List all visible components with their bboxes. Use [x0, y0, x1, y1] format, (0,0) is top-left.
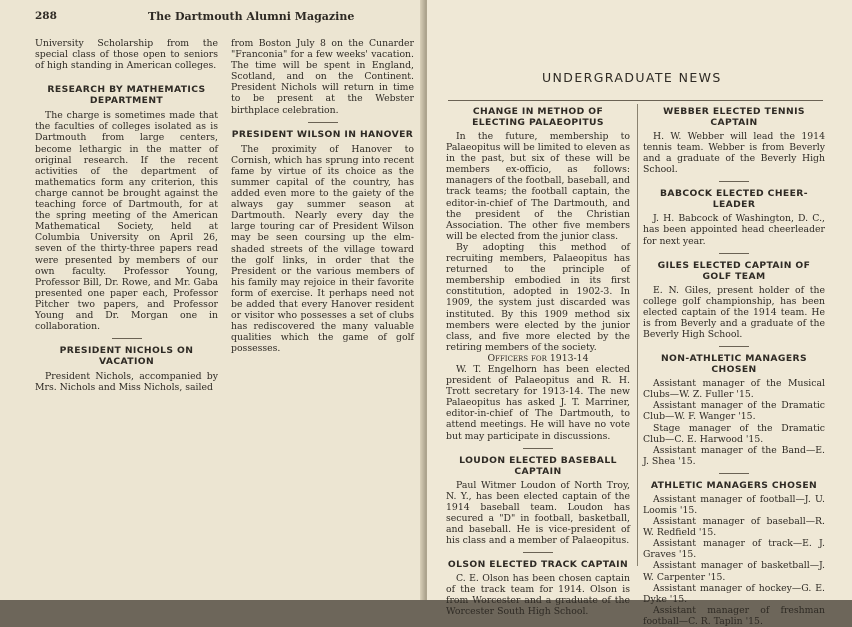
golf-heading: GILES ELECTED CAPTAIN OF GOLF TEAM — [657, 259, 811, 282]
palaeopitus-paragraph-1: In the future, membership to Palaeopitus will be limited to eleven as in the past, but six of these will be members ex-officio, as follows: managers of the football, baseball, and track teams; the football captain, the editor-in-chief of The Dartmouth, and the president of the Christian Association. The other five members will be elected from the junior class. — [446, 131, 631, 242]
track-body: C. E. Olson has been chosen captain of the track team for 1914. Olson is from Worcester and a graduate of the Worcester South High School. — [446, 573, 630, 618]
left-column-1 — [35, 38, 218, 393]
officers-body: W. T. Engelhorn has been elected president of Palaeopitus and R. H. Trott secretary for 1913-14. The new Palaeopitus has asked J. T. Marriner, editor-in-chief of The Dartmouth, to attend meetings. He will have no vote but may participate in discussions. — [446, 363, 630, 442]
nichols-heading: PRESIDENT NICHOLS ON VACATION — [59, 345, 194, 368]
section-title: UNDERGRADUATE NEWS — [542, 70, 722, 85]
intro-paragraph: University Scholarship from the special class of those open to seniors of high standing in American colleges. — [35, 38, 218, 72]
athletic-heading: ATHLETIC MANAGERS CHOSEN — [650, 479, 818, 491]
non-athletic-heading: NON-ATHLETIC MANAGERS CHOSEN — [660, 353, 808, 376]
baseball-body: Paul Witmer Loudon of North Troy, N. Y., has been elected captain of the 1914 baseball team. Loudon has secured a "D" in football, basketball, and baseball. He is vice-president of his class and a member of Palaeopitus. — [446, 479, 630, 547]
divider — [308, 122, 338, 123]
divider — [523, 448, 553, 449]
non-athletic-item: Assistant manager of the Musical Clubs—W. Z. Fuller '15. — [643, 378, 825, 401]
right-column-2 — [643, 106, 825, 627]
divider — [719, 181, 749, 182]
magazine-title: The Dartmouth Alumni Magazine — [148, 10, 355, 23]
research-body: The charge is sometimes made that the faculties of colleges isolated as is Dartmouth from large centers, become lethargic in the matter of original research. If the recent activities of the department of mathematics form any criterion, this charge cannot be brought against the teaching force of Dartmouth, for at the spring meeting of the American Mathematical Society, held at Columbia University on April 26, seven of the thirty-three papers read were presented by members of our own faculty. Professor Young, Professor Bill, Dr. Rowe, and Mr. Gaba presented one paper each, Professor Pitcher two papers, and Professor Young and Dr. Morgan one in collaboration. — [35, 110, 218, 333]
non-athletic-item: Stage manager of the Dramatic Club—C. E. Harwood '15. — [643, 422, 825, 445]
athletic-item: Assistant manager of baseball—R. W. Redfield '15. — [643, 516, 825, 539]
divider — [719, 346, 749, 347]
non-athletic-item: Assistant manager of the Band—E. J. Shea '15. — [643, 444, 825, 467]
golf-body: E. N. Giles, present holder of the college golf championship, has been elected captain of the 1914 team. He is from Beverly and a graduate of the Beverly High School. — [643, 284, 825, 341]
cheer-heading: BABCOCK ELECTED CHEER-LEADER — [660, 188, 808, 211]
officers-heading: Officers for 1913-14 — [487, 352, 589, 364]
left-column-2 — [231, 38, 414, 354]
column-rule — [637, 104, 638, 566]
cheer-body: J. H. Babcock of Washington, D. C., has been appointed head cheerleader for next year. — [643, 213, 825, 247]
nichols-body: President Nichols, accompanied by Mrs. Nichols and Miss Nichols, sailed — [35, 371, 218, 394]
tennis-heading: WEBBER ELECTED TENNIS CAPTAIN — [663, 106, 805, 128]
palaeopitus-heading: CHANGE IN METHOD OF ELECTING PALAEOPITUS — [472, 106, 604, 128]
wilson-heading: PRESIDENT WILSON IN HANOVER — [231, 128, 414, 140]
divider — [719, 473, 749, 474]
non-athletic-item: Assistant manager of the Dramatic Club—W. F. Wanger '15. — [643, 400, 825, 423]
athletic-item: Assistant manager of football—J. U. Loomis '15. — [643, 493, 825, 516]
divider — [719, 253, 749, 254]
left-page — [0, 0, 424, 600]
athletic-item: Assistant manager of freshman football—C. R. Taplin '15. — [643, 604, 825, 627]
track-heading: OLSON ELECTED TRACK CAPTAIN — [447, 559, 629, 571]
divider — [112, 338, 142, 339]
section-rule — [448, 100, 823, 101]
wilson-body: The proximity of Hanover to Cornish, which has sprung into recent fame by virtue of its choice as the summer capital of the country, has added even more to the gaiety of the always gay summer season at Dartmouth. Nearly every day the large touring car of President Wilson may be seen coursing up the elm-shaded streets of the village toward the golf links, in order that the President or the various members of his family may rejoice in their favorite form of exercise. It perhaps need not be added that every Hanover resident or visitor who possesses a set of clubs has rediscovered the many valuable qualities which the game of golf possesses. — [231, 143, 414, 355]
palaeopitus-paragraph-2: By adopting this method of recruiting members, Palaeopitus has returned to the principle of membership embodied in its first constitution, adopted in 1902-3. In 1909, the system just discarded was instituted. By this 1909 method six members were elected by the junior class, and five more elected by the retiring members of the society. — [446, 241, 630, 353]
athletic-item: Assistant manager of hockey—G. E. Dyke '15. — [643, 582, 825, 605]
divider — [523, 552, 553, 553]
nichols-continued: from Boston July 8 on the Cunarder "Franconia" for a few weeks' vacation. The time will be spent in England, Scotland, and on the Continent. President Nichols will return in time to be present at the Webster birthplace celebration. — [231, 38, 414, 116]
right-column-1 — [446, 106, 630, 618]
athletic-item: Assistant manager of track—E. J. Graves '15. — [643, 538, 825, 561]
page-number: 288 — [35, 10, 57, 22]
research-heading: RESEARCH BY MATHEMATICS DEPARTMENT — [47, 84, 206, 107]
tennis-body: H. W. Webber will lead the 1914 tennis team. Webber is from Beverly and a graduate of the Beverly High School. — [643, 131, 825, 176]
athletic-item: Assistant manager of basketball—J. W. Carpenter '15. — [643, 560, 825, 583]
baseball-heading: LOUDON ELECTED BASEBALL CAPTAIN — [459, 454, 617, 477]
